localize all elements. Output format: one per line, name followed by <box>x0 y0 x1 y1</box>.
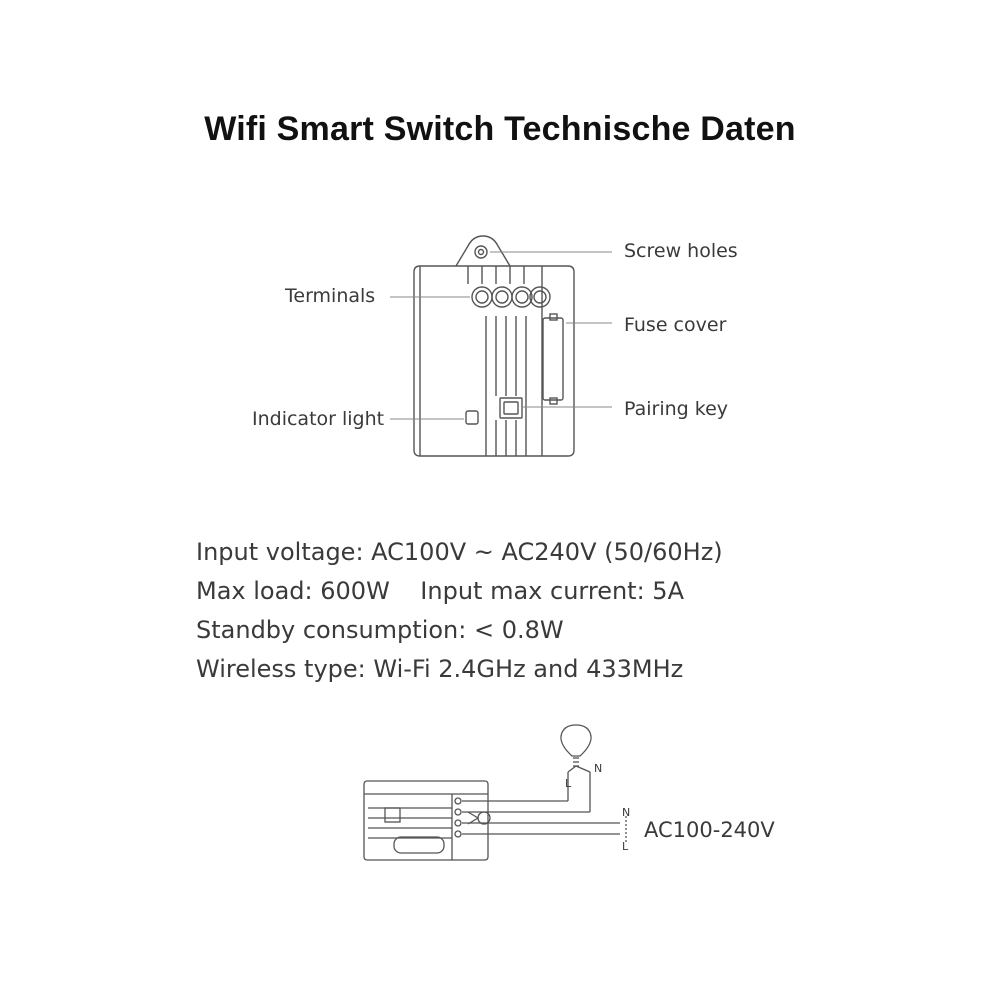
page-title: Wifi Smart Switch Technische Daten <box>204 110 796 148</box>
label-fuse-cover: Fuse cover <box>624 314 727 336</box>
wiring-pairing-key <box>385 808 400 822</box>
voltage-label: AC100-240V <box>644 818 775 842</box>
label-pairing-key: Pairing key <box>624 398 729 420</box>
label-indicator-light: Indicator light <box>252 408 385 430</box>
wire-label-line-l: L <box>622 840 629 853</box>
spec-max-load: Max load: 600W Input max current: 5A <box>196 577 684 605</box>
wiring-fuse <box>394 837 444 853</box>
wiring-device-box <box>364 781 488 860</box>
spec-wireless: Wireless type: Wi-Fi 2.4GHz and 433MHz <box>196 655 684 683</box>
light-bulb <box>561 725 591 756</box>
spec-input-voltage: Input voltage: AC100V ~ AC240V (50/60Hz) <box>196 538 723 566</box>
wire-label-bulb-n: N <box>594 762 603 775</box>
spec-standby: Standby consumption: < 0.8W <box>196 616 564 644</box>
label-terminals: Terminals <box>285 285 376 307</box>
wire-label-bulb-l: L <box>565 777 572 790</box>
wire-label-line-n: N <box>622 806 631 819</box>
label-screw-holes: Screw holes <box>624 240 738 262</box>
